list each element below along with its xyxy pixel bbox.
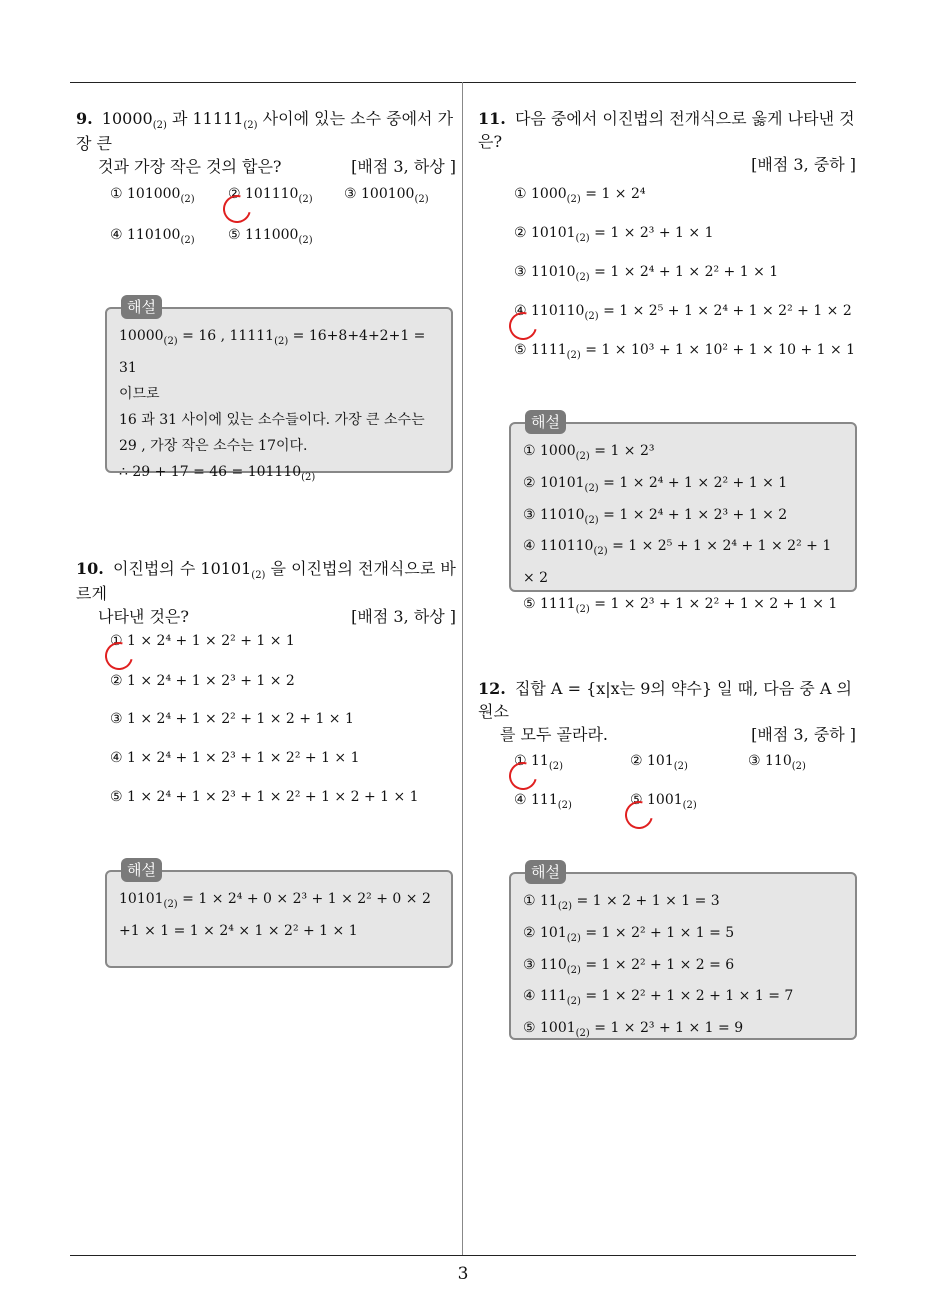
q10-choice-5[interactable]: ⑤ 1 × 2⁴ + 1 × 2³ + 1 × 2² + 1 × 2 + 1 × 1 xyxy=(110,789,419,805)
solution-line: ③ $11010_{(2)} = 1 \times 2^4 + 1 \times 2^3 + 1 \times 2$ xyxy=(523,506,788,526)
solution-tag: 해설 xyxy=(525,860,566,884)
question-12-line2 xyxy=(478,722,860,745)
q12-choice-5[interactable] xyxy=(630,792,697,811)
question-text-line2: 나타낸 것은? xyxy=(98,607,189,627)
q9-choice-2-text: ② $101110_{(2)}$ xyxy=(228,186,313,205)
question-text-line2: 것과 가장 작은 것의 합은? xyxy=(98,157,282,177)
q10-choice-4[interactable]: ④ 1 × 2⁴ + 1 × 2³ + 1 × 2² + 1 × 1 xyxy=(110,750,360,766)
q9-solution-box xyxy=(105,298,453,483)
solution-line: ① $11_{(2)} = 1 \times 2 + 1 \times 1 = 3$ xyxy=(523,893,720,912)
solution-line: +1 × 1 = 1 × 2⁴ × 1 × 2² + 1 × 1 xyxy=(119,922,358,939)
score-label: [배점 3, 중하 ] xyxy=(751,155,856,174)
solution-line: ② $10101_{(2)} = 1 \times 2^4 + 1 \times 2^2 + 1 \times 1$ xyxy=(523,474,788,494)
page-number: 3 xyxy=(457,1264,469,1284)
solution-line: 29 , 가장 작은 소수는 17이다. xyxy=(119,437,308,454)
solution-line: 이므로 xyxy=(119,385,160,402)
question-11-line2 xyxy=(478,152,860,175)
question-9-line2 xyxy=(76,154,456,177)
solution-line: ⑤ $1001_{(2)} = 1 \times 2^3 + 1 \times 1 = 9$ xyxy=(523,1020,744,1039)
question-number: 10. xyxy=(76,559,104,578)
question-text-line2: 를 모두 골라라. xyxy=(500,725,608,744)
question-text-line1: 집합 A = {x|x는 9의 약수} 일 때, 다음 중 A 의 원소 xyxy=(478,679,852,721)
question-9-stem xyxy=(76,106,456,154)
solution-line: ⑤ $1111_{(2)} = 1 \times 2^3 + 1 \times 2^2 + 1 \times 2 + 1 \times 1$ xyxy=(523,596,838,615)
solution-line: $10101_{(2)} = 1 \times 2^4 + 0 \times 2^3 + 1 \times 2^2 + 0 \times 2$ xyxy=(119,891,431,910)
q12-choice-1-text: ① $11_{(2)}$ xyxy=(514,753,563,772)
score-label: [배점 3, 하상 ] xyxy=(351,157,456,177)
question-number: 11. xyxy=(478,109,506,128)
q11-choice-2[interactable]: ② $10101_{(2)} = 1 \times 2^3 + 1 \times 1$ xyxy=(514,225,714,244)
question-10-stem xyxy=(76,556,456,604)
question-12 xyxy=(478,676,860,745)
question-11 xyxy=(478,106,860,175)
score-label: [배점 3, 중하 ] xyxy=(751,725,856,744)
q10-choice-1[interactable] xyxy=(110,633,295,649)
question-number: 9. xyxy=(76,109,93,128)
solution-line: ④ $111_{(2)} = 1 \times 2^2 + 1 \times 2 + 1 \times 1 = 7$ xyxy=(523,988,794,1008)
q11-solution-box xyxy=(509,413,857,615)
q10-choice-2[interactable]: ② 1 × 2⁴ + 1 × 2³ + 1 × 2 xyxy=(110,673,295,689)
score-label: [배점 3, 하상 ] xyxy=(351,607,456,627)
q9-choice-3[interactable]: ③ $100100_{(2)}$ xyxy=(344,186,429,205)
q9-choice-4[interactable]: ④ $110100_{(2)}$ xyxy=(110,227,195,246)
question-9 xyxy=(76,106,456,177)
solution-tag: 해설 xyxy=(121,295,162,319)
q12-choice-4[interactable]: ④ $111_{(2)}$ xyxy=(514,792,572,811)
q12-choice-2[interactable]: ② $101_{(2)}$ xyxy=(630,753,688,772)
q11-choice-4-text: ④ $110110_{(2)} = 1 \times 2^5 + 1 \times 2^4 + 1 \times 2^2 + 1 \times 2$ xyxy=(514,303,852,322)
solution-line: ① $1000_{(2)} = 1 \times 2^3$ xyxy=(523,443,655,462)
q11-choice-5[interactable]: ⑤ $1111_{(2)} = 1 \times 10^3 + 1 \times 10^2 + 1 \times 10 + 1 \times 1$ xyxy=(514,342,856,361)
question-text-line1: 이진법의 수 $10101_{(2)}$ 을 이진법의 전개식으로 바르게 xyxy=(76,559,456,604)
q9-choice-1[interactable]: ① $101000_{(2)}$ xyxy=(110,186,195,205)
q11-choice-3[interactable]: ③ $11010_{(2)} = 1 \times 2^4 + 1 \times 2^2 + 1 \times 1$ xyxy=(514,264,779,283)
question-11-stem xyxy=(478,106,860,152)
question-number: 12. xyxy=(478,679,506,698)
solution-line: ∴ $29 + 17 = 46 = 101110_{(2)}$ xyxy=(119,463,316,483)
solution-line: 16 과 31 사이에 있는 소수들이다. 가장 큰 소수는 xyxy=(119,411,425,428)
q11-choice-1[interactable]: ① $1000_{(2)} = 1 \times 2^4$ xyxy=(514,186,646,205)
solution-line: ③ $110_{(2)} = 1 \times 2^2 + 1 \times 2 = 6$ xyxy=(523,956,735,976)
question-10-line2 xyxy=(76,604,456,627)
q12-choice-5-text: ⑤ $1001_{(2)}$ xyxy=(630,792,697,811)
q12-solution-box xyxy=(509,863,857,1040)
solution-line: $10000_{(2)} = 16$ , $11111_{(2)} = 16+8+4+2+1 = 31$ xyxy=(119,328,426,376)
solution-line: ② $101_{(2)} = 1 \times 2^2 + 1 \times 1 = 5$ xyxy=(523,924,735,944)
question-text-line1: $10000_{(2)}$ 과 $11111_{(2)}$ 사이에 있는 소수 중에서 가장 큰 xyxy=(76,109,454,154)
question-10 xyxy=(76,556,456,627)
q10-solution-box xyxy=(105,861,453,968)
question-12-stem xyxy=(478,676,860,722)
q9-choice-5[interactable]: ⑤ $111000_{(2)}$ xyxy=(228,227,313,246)
q10-choice-1-text: ① 1 × 2⁴ + 1 × 2² + 1 × 1 xyxy=(110,633,295,649)
solution-line: ④ $110110_{(2)} = 1 \times 2^5 + 1 \times 2^4 + 1 \times 2^2 + 1 \times 2$ xyxy=(523,538,832,587)
bottom-rule xyxy=(70,1255,856,1256)
top-rule xyxy=(70,82,856,83)
q11-choice-4[interactable] xyxy=(514,303,852,322)
q12-choice-1[interactable] xyxy=(514,753,563,772)
q12-choice-3[interactable]: ③ $110_{(2)}$ xyxy=(748,753,806,772)
column-divider xyxy=(462,82,463,1256)
q10-choice-3[interactable]: ③ 1 × 2⁴ + 1 × 2² + 1 × 2 + 1 × 1 xyxy=(110,711,354,727)
q9-choice-2[interactable] xyxy=(228,186,313,205)
solution-tag: 해설 xyxy=(525,410,566,434)
solution-tag: 해설 xyxy=(121,858,162,882)
question-text-line1: 다음 중에서 이진법의 전개식으로 옳게 나타낸 것은? xyxy=(478,109,855,151)
